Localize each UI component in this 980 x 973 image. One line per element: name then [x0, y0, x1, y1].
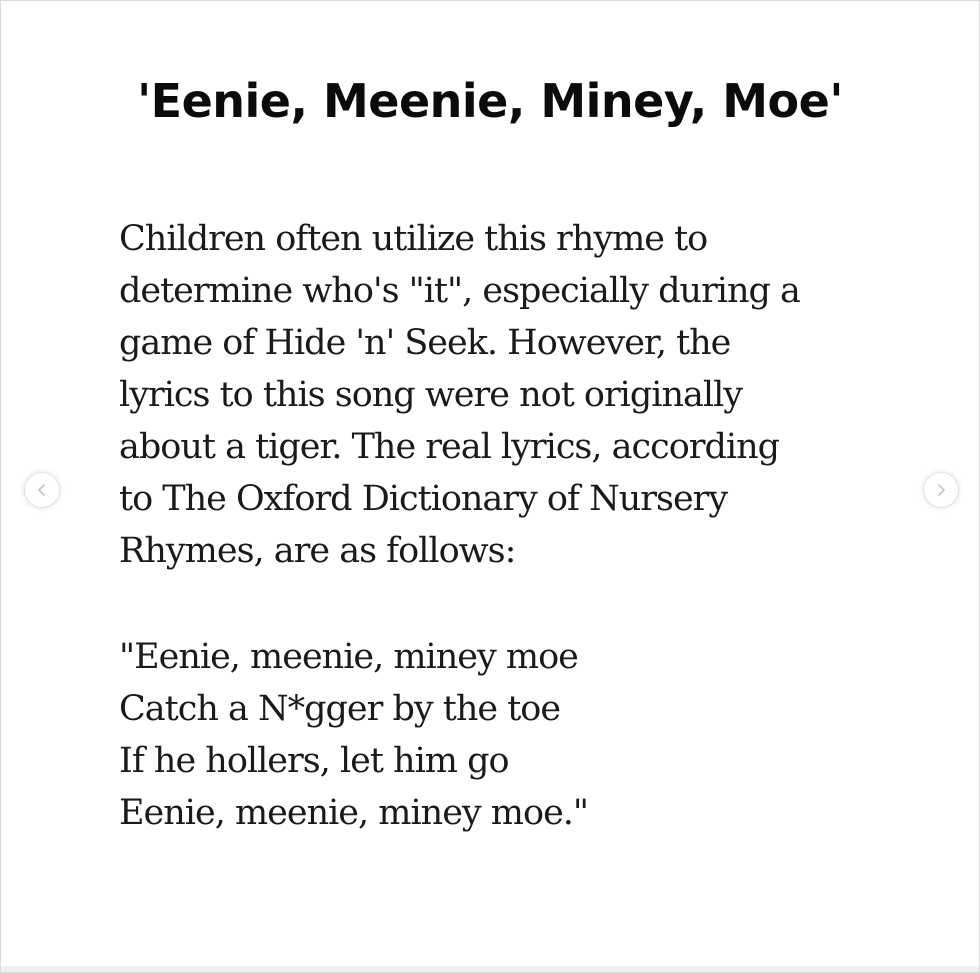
verse-line: Catch a N*gger by the toe	[119, 689, 561, 729]
slide-body	[119, 213, 889, 577]
chevron-right-icon	[934, 483, 948, 497]
body-line: to The Oxford Dictionary of Nursery	[119, 479, 728, 519]
next-slide-button[interactable]	[923, 472, 959, 508]
body-line: game of Hide 'n' Seek. However, the	[119, 323, 731, 363]
body-line: Rhymes, are as follows:	[119, 531, 516, 571]
body-line: Children often utilize this rhyme to	[119, 219, 708, 259]
slide-title: 'Eenie, Meenie, Miney, Moe'	[137, 74, 843, 128]
rhyme-verse	[119, 631, 889, 839]
body-line: determine who's "it", especially during a	[119, 271, 800, 311]
body-line: about a tiger. The real lyrics, according	[119, 427, 780, 467]
verse-line: Eenie, meenie, miney moe."	[119, 793, 589, 833]
chevron-left-icon	[35, 483, 49, 497]
verse-line: If he hollers, let him go	[119, 741, 509, 781]
verse-line: "Eenie, meenie, miney moe	[119, 637, 578, 677]
bottom-divider	[1, 966, 979, 972]
body-line: lyrics to this song were not originally	[119, 375, 743, 415]
previous-slide-button[interactable]	[24, 472, 60, 508]
